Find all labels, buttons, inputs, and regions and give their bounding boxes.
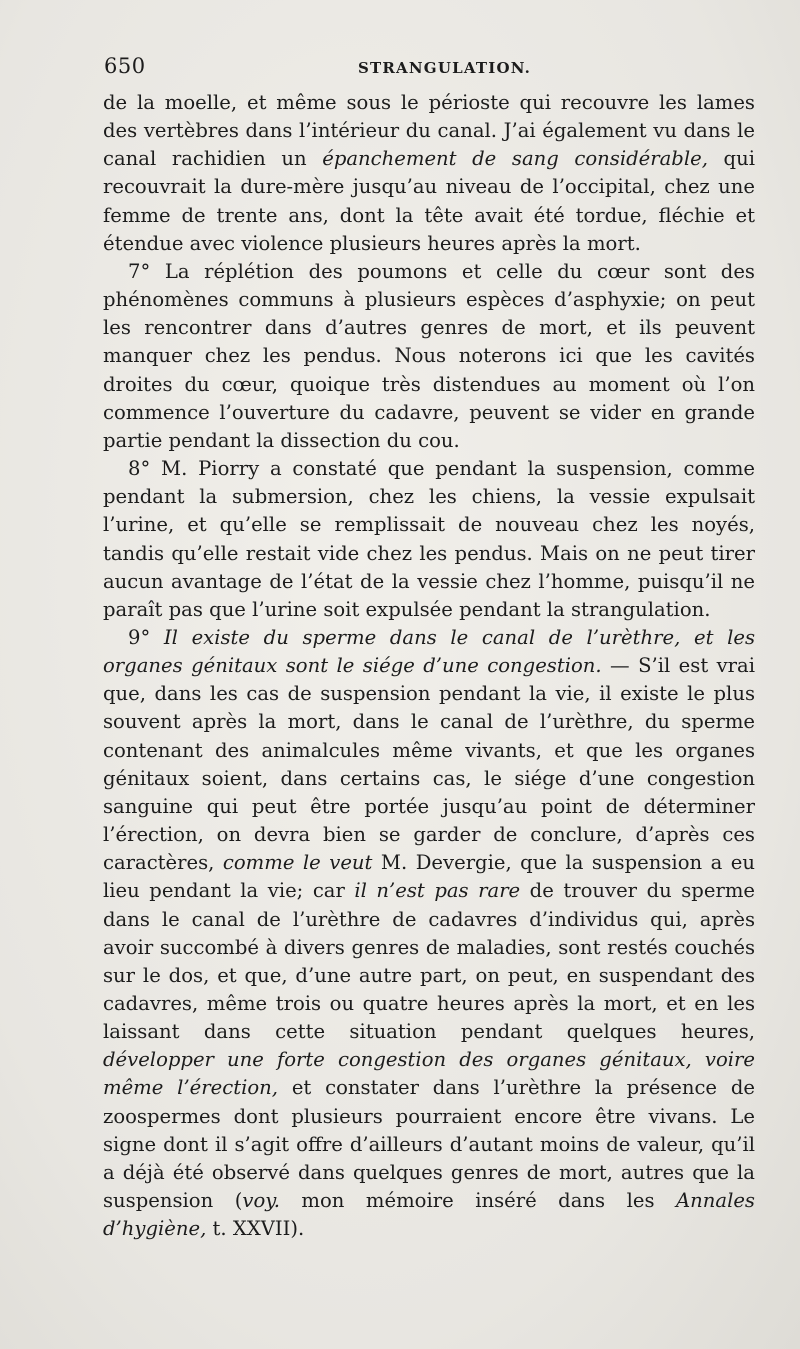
italic-phrase: voy. bbox=[242, 1189, 280, 1213]
text-segment: t. XXVII). bbox=[206, 1217, 305, 1241]
italic-phrase: comme le veut bbox=[222, 851, 373, 875]
page-header bbox=[104, 54, 754, 84]
text-segment: qui recouvrait la dure-mère jusqu’au niveau de l’occipital, chez une femme de trente ans, dont la tête avait été tordue, fléchie et étendue avec violence plusieurs heures après la mort. bbox=[103, 147, 755, 255]
italic-phrase: il n’est pas rare bbox=[354, 879, 521, 903]
paragraph-continued bbox=[103, 89, 755, 258]
text-segment: 7° La réplétion des poumons et celle du cœur sont des phénomènes communs à plusieurs espèces d’asphyxie; on peut les rencontrer dans d’autres genres de mort, et ils peuvent manquer chez les pendus. Nous noterons ici que les cavités droites du cœur, quoique très distendues au moment où l’on commence l’ouverture du cadavre, peuvent se vider en grande partie pendant la dissection du cou. bbox=[103, 259, 755, 452]
text-segment: et constater dans l’urèthre la présence de zoospermes dont plusieurs pourraient encore être vivans. Le signe dont il s’agit offre d’ailleurs d’autant moins de valeur, qu’il a déjà été observé dans quelques genres de mort, autres que la suspension ( bbox=[103, 1076, 756, 1213]
journal-title: Annales d’hygiène, bbox=[103, 1189, 755, 1241]
paragraph-item-7 bbox=[103, 258, 755, 455]
italic-heading: Il existe du sperme dans le canal de l’urèthre, et les organes génitaux sont le siége d’une congestion. bbox=[103, 625, 756, 678]
italic-phrase: épanchement de sang considérable, bbox=[322, 147, 708, 171]
text-segment: de la moelle, et même sous le périoste qui recouvre les lames des vertèbres dans l’intérieur du canal. J’ai également vu dans le canal rachidien un bbox=[103, 91, 755, 171]
text-segment: 9° bbox=[128, 625, 164, 649]
paragraph-item-8 bbox=[103, 455, 755, 624]
text-segment: — S’il est vrai que, dans les cas de suspension pendant la vie, il existe le plus souvent après la mort, dans le canal de l’urèthre, du sperme contenant des animalcules même vivants, et que les organes génitaux soient, dans certains cas, le siége d’une congestion sanguine qui peut être portée jusqu’au point de déterminer l’érection, on devra bien se garder de conclure, d’après ces caractères, bbox=[103, 654, 755, 875]
running-title: STRANGULATION. bbox=[358, 59, 532, 77]
page-number: 650 bbox=[104, 54, 146, 78]
paragraph-item-9 bbox=[103, 624, 755, 1243]
text-segment: 8° M. Piorry a constaté que pendant la suspension, comme pendant la submersion, chez les chiens, la vessie expulsait l’urine, et qu’elle se remplissait de nouveau chez les noyés, tandis qu’elle restait vide chez les pendus. Mais on ne peut tirer aucun avantage de l’état de la vessie chez l’homme, puisqu’il ne paraît pas que l’urine soit expulsée pendant la strangulation. bbox=[103, 457, 755, 621]
body-text bbox=[103, 89, 755, 1243]
text-segment: mon mémoire inséré dans les bbox=[279, 1189, 676, 1213]
italic-phrase: développer une forte congestion des organes génitaux, voire même l’érection, bbox=[103, 1048, 755, 1100]
text-segment: de trouver du sperme dans le canal de l’urèthre de cadavres d’individus qui, après avoir succombé à divers genres de maladies, sont restés couchés sur le dos, et que, d’une autre part, on peut, en suspendant des cadavres, même trois ou quatre heures après la mort, et en les laissant dans cette situation pendant quelques heures, bbox=[103, 879, 755, 1044]
text-segment: M. Devergie, que la suspension a eu lieu pendant la vie; car bbox=[103, 851, 755, 903]
